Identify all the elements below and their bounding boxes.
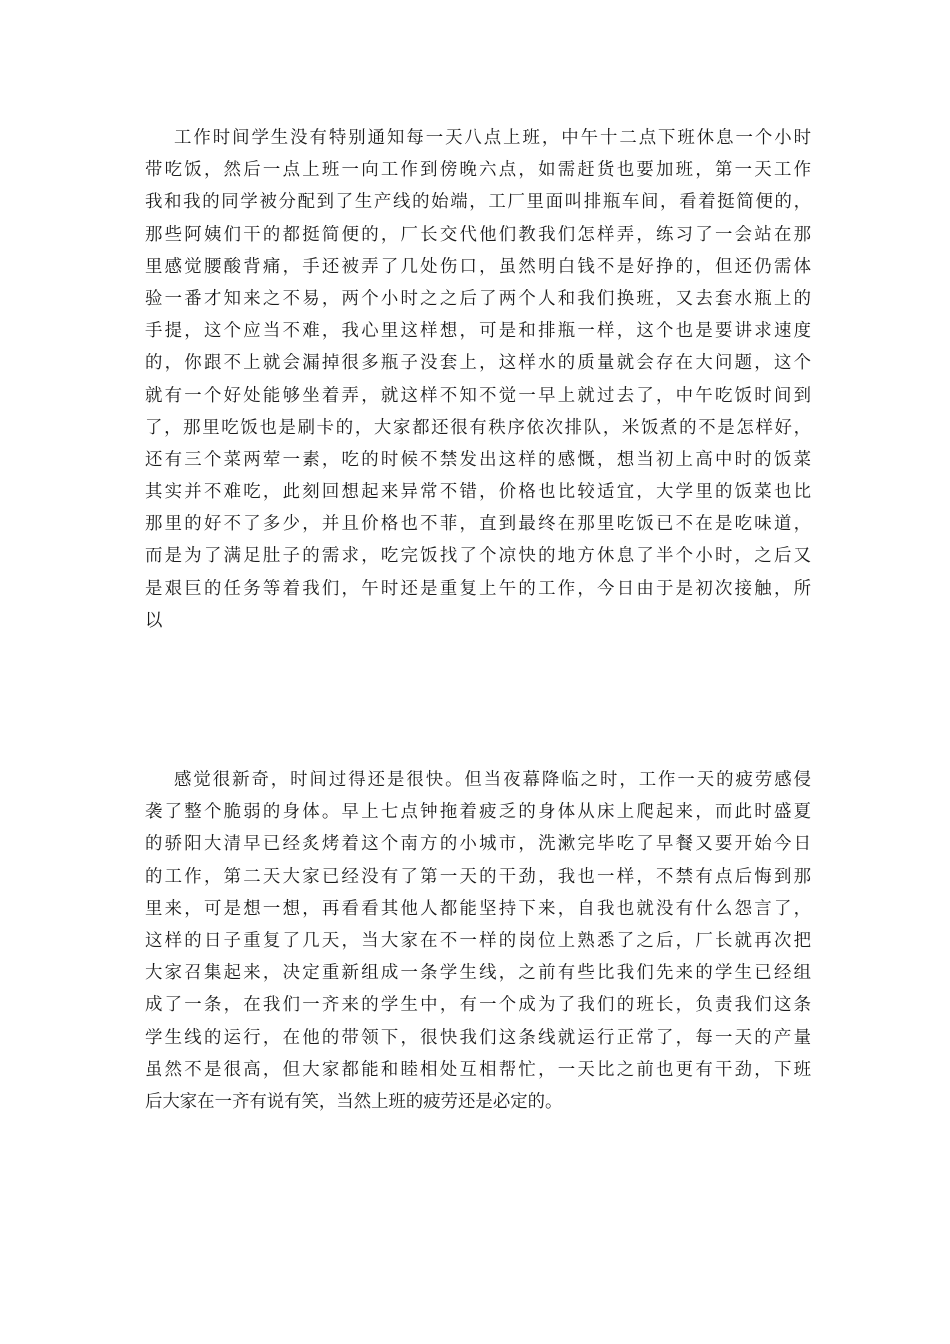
paragraph-line: 后大家在一齐有说有笑，当然上班的疲劳还是必定的。 <box>145 1091 563 1112</box>
paragraph-line: 了，那里吃饭也是刷卡的，大家都还很有秩序依次排队，米饭煮的不是怎样好， <box>145 417 811 438</box>
paragraph-line: 就有一个好处能够坐着弄，就这样不知不觉一早上就过去了，中午吃饭时间到 <box>145 385 811 406</box>
paragraph-line: 那些阿姨们干的都挺简便的，厂长交代他们教我们怎样弄，练习了一会站在那 <box>145 224 811 245</box>
paragraph-2 <box>145 764 811 1118</box>
paragraph-line: 的，你跟不上就会漏掉很多瓶子没套上，这样水的质量就会存在大问题，这个 <box>145 353 811 374</box>
paragraph-line: 还有三个菜两荤一素，吃的时候不禁发出这样的感慨，想当初上高中时的饭菜 <box>145 449 811 470</box>
paragraph-line: 的骄阳大清早已经炙烤着这个南方的小城市，洗漱完毕吃了早餐又要开始今日 <box>145 834 811 855</box>
paragraph-line: 感觉很新奇，时间过得还是很快。但当夜幕降临之时，工作一天的疲劳感侵 <box>174 770 811 790</box>
paragraph-line: 大家召集起来，决定重新组成一条学生线，之前有些比我们先来的学生已经组 <box>145 963 811 984</box>
paragraph-line: 那里的好不了多少，并且价格也不菲，直到最终在那里吃饭已不在是吃味道， <box>145 514 811 535</box>
paragraph-line: 虽然不是很高，但大家都能和睦相处互相帮忙，一天比之前也更有干劲，下班 <box>145 1059 811 1080</box>
paragraph-line: 袭了整个脆弱的身体。早上七点钟拖着疲乏的身体从床上爬起来，而此时盛夏 <box>145 802 811 823</box>
paragraph-line: 带吃饭，然后一点上班一向工作到傍晚六点，如需赶货也要加班，第一天工作 <box>145 160 811 181</box>
paragraph-line: 我和我的同学被分配到了生产线的始端，工厂里面叫排瓶车间，看着挺简便的， <box>145 192 811 213</box>
paragraph-line: 是艰巨的任务等着我们，午时还是重复上午的工作，今日由于是初次接触，所 <box>145 578 811 599</box>
paragraph-line: 学生线的运行，在他的带领下，很快我们这条线就运行正常了，每一天的产量 <box>145 1027 811 1048</box>
paragraph-line: 里感觉腰酸背痛，手还被弄了几处伤口，虽然明白钱不是好挣的，但还仍需体 <box>145 256 811 277</box>
paragraph-line: 以 <box>145 610 163 631</box>
paragraph-line: 手提，这个应当不难，我心里这样想，可是和排瓶一样，这个也是要讲求速度 <box>145 321 811 342</box>
paragraph-line: 验一番才知来之不易，两个小时之之后了两个人和我们换班，又去套水瓶上的 <box>145 288 811 309</box>
paragraph-line: 的工作，第二天大家已经没有了第一天的干劲，我也一样，不禁有点后悔到那 <box>145 866 811 887</box>
paragraph-line: 成了一条，在我们一齐来的学生中，有一个成为了我们的班长，负责我们这条 <box>145 995 811 1016</box>
paragraph-line: 其实并不难吃，此刻回想起来异常不错，价格也比较适宜，大学里的饭菜也比 <box>145 482 811 503</box>
paragraph-1 <box>145 122 811 637</box>
paragraph-line: 而是为了满足肚子的需求，吃完饭找了个凉快的地方休息了半个小时，之后又 <box>145 546 811 567</box>
paragraph-line: 这样的日子重复了几天，当大家在不一样的岗位上熟悉了之后，厂长就再次把 <box>145 930 811 951</box>
paragraph-line: 里来，可是想一想，再看看其他人都能坚持下来，自我也就没有什么怨言了， <box>145 898 811 919</box>
paragraph-line: 工作时间学生没有特别通知每一天八点上班，中午十二点下班休息一个小时 <box>174 128 811 148</box>
